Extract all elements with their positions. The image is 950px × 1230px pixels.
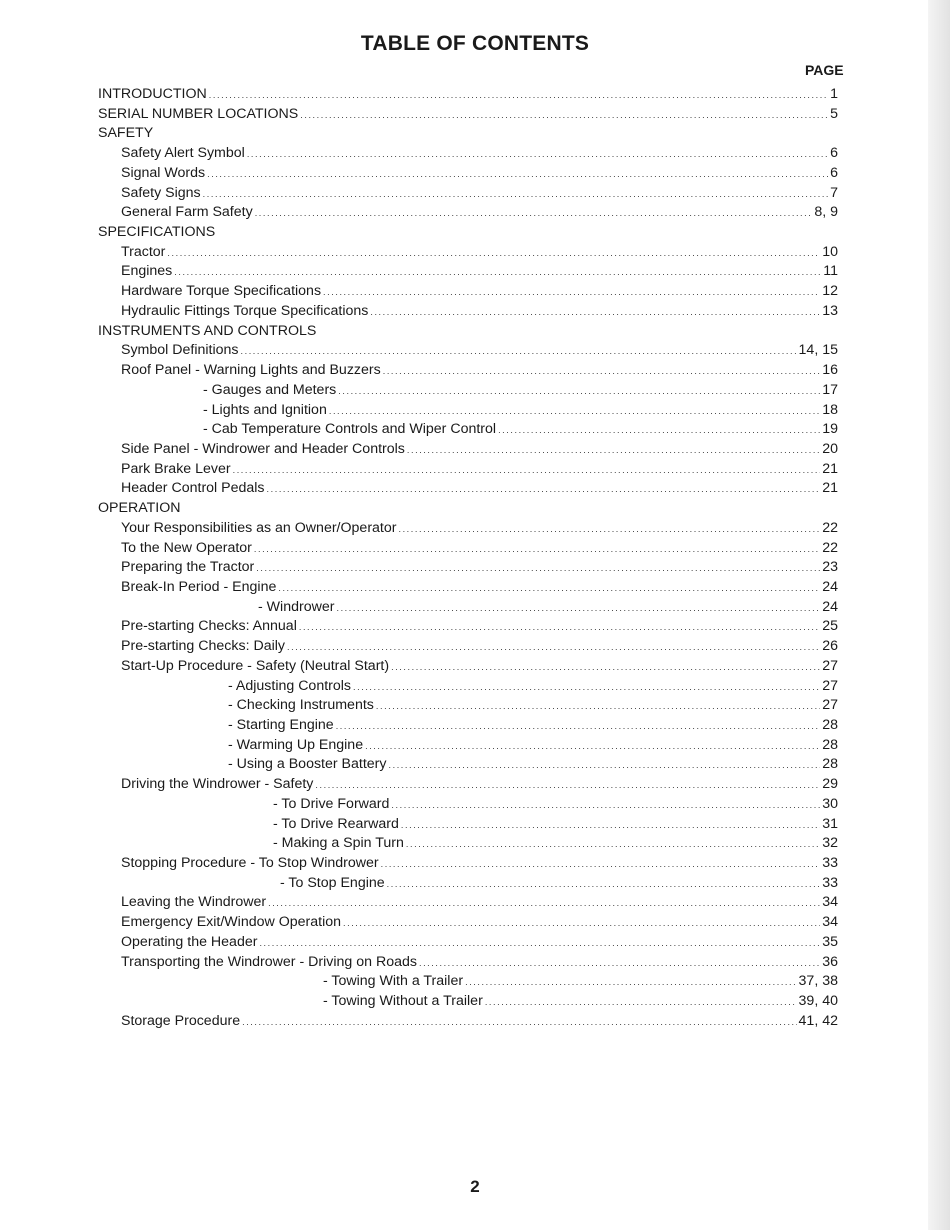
toc-entry-label: Break-In Period - Engine bbox=[121, 578, 277, 595]
toc-entry-label: - Making a Spin Turn bbox=[273, 835, 404, 852]
dot-leader bbox=[401, 816, 820, 836]
dot-leader bbox=[381, 855, 821, 875]
toc-entry-page: 22 bbox=[822, 539, 838, 556]
toc-entry-page: 35 bbox=[822, 933, 838, 950]
page-title: TABLE OF CONTENTS bbox=[360, 32, 590, 55]
toc-entry[interactable] bbox=[98, 953, 838, 973]
toc-entry[interactable] bbox=[98, 795, 838, 815]
toc-entry-label: Safety Alert Symbol bbox=[121, 145, 245, 162]
toc-entry-page: 25 bbox=[822, 618, 838, 635]
dot-leader bbox=[389, 756, 821, 776]
toc-entry-page: 20 bbox=[822, 440, 838, 457]
toc-entry[interactable] bbox=[98, 282, 838, 302]
toc-entry-label: - Cab Temperature Controls and Wiper Control bbox=[203, 421, 497, 438]
toc-entry[interactable] bbox=[98, 913, 838, 933]
toc-entry-page: 33 bbox=[822, 855, 838, 872]
toc-entry-page: 34 bbox=[822, 894, 838, 911]
dot-leader bbox=[419, 954, 820, 974]
toc-entry-page: 30 bbox=[822, 795, 838, 812]
dot-leader bbox=[498, 421, 820, 441]
toc-entry-page: 27 bbox=[822, 697, 838, 714]
toc-entry-label: General Farm Safety bbox=[121, 204, 253, 221]
toc-entry-label: - Towing Without a Trailer bbox=[323, 993, 483, 1010]
toc-entry-page: 11 bbox=[823, 263, 838, 280]
toc-entry-page: 34 bbox=[822, 914, 838, 931]
dot-leader bbox=[256, 559, 820, 579]
toc-entry[interactable] bbox=[98, 539, 838, 559]
dot-leader bbox=[365, 737, 820, 757]
toc-entry-page: 23 bbox=[822, 559, 838, 576]
toc-entry-label: - Towing With a Trailer bbox=[323, 973, 464, 990]
dot-leader bbox=[203, 185, 828, 205]
toc-entry-page: 8, 9 bbox=[814, 204, 838, 221]
toc-entry[interactable] bbox=[98, 677, 838, 697]
dot-leader bbox=[287, 638, 820, 658]
toc-entry-page: 13 bbox=[822, 302, 838, 319]
toc-entry[interactable] bbox=[98, 755, 838, 775]
dot-leader bbox=[407, 441, 820, 461]
toc-entry[interactable] bbox=[98, 815, 838, 835]
toc-entry-label: Park Brake Lever bbox=[121, 460, 231, 477]
dot-leader bbox=[370, 303, 820, 323]
toc-entry-page: 29 bbox=[822, 776, 838, 793]
toc-entry-page: 37, 38 bbox=[798, 973, 838, 990]
toc-entry-label: - Lights and Ignition bbox=[203, 401, 327, 418]
toc-entry[interactable] bbox=[98, 401, 838, 421]
toc-entry-label: - To Drive Rearward bbox=[273, 815, 399, 832]
toc-entry[interactable] bbox=[98, 460, 838, 480]
toc-entry-label: - To Drive Forward bbox=[273, 795, 390, 812]
dot-leader bbox=[278, 579, 820, 599]
dot-leader bbox=[174, 263, 821, 283]
toc-entry-page: 41, 42 bbox=[798, 1012, 838, 1029]
dot-leader bbox=[254, 540, 820, 560]
toc-entry-label: - Gauges and Meters bbox=[203, 381, 337, 398]
toc-entry[interactable] bbox=[98, 519, 838, 539]
toc-entry-page: 21 bbox=[822, 460, 838, 477]
toc-entry[interactable] bbox=[98, 558, 838, 578]
toc-entry-page: 33 bbox=[822, 874, 838, 891]
toc-entry[interactable] bbox=[98, 696, 838, 716]
dot-leader bbox=[207, 165, 828, 185]
dot-leader bbox=[406, 835, 820, 855]
toc-entry-page: 5 bbox=[830, 105, 838, 122]
toc-entry-page: 18 bbox=[822, 401, 838, 418]
toc-entry-page: 28 bbox=[822, 736, 838, 753]
toc-entry-page: 6 bbox=[830, 164, 838, 181]
toc-entry-label: Roof Panel - Warning Lights and Buzzers bbox=[121, 362, 381, 379]
dot-leader bbox=[259, 934, 820, 954]
toc-entry-page: 14, 15 bbox=[798, 342, 838, 359]
toc-entry[interactable] bbox=[98, 420, 838, 440]
page-number: 2 bbox=[470, 1177, 480, 1196]
toc-entry[interactable] bbox=[98, 262, 838, 282]
toc-entry[interactable] bbox=[98, 637, 838, 657]
toc-entry[interactable] bbox=[98, 657, 838, 677]
toc-entry-page: 19 bbox=[822, 421, 838, 438]
dot-leader bbox=[485, 993, 797, 1013]
dot-leader bbox=[383, 362, 821, 382]
toc-section-label: SPECIFICATIONS bbox=[98, 224, 216, 241]
dot-leader bbox=[299, 618, 820, 638]
toc-section-label: OPERATION bbox=[98, 500, 181, 517]
toc-entry-page: 6 bbox=[830, 145, 838, 162]
toc-section-label: SAFETY bbox=[98, 125, 154, 142]
toc-entry[interactable] bbox=[98, 203, 838, 223]
toc-entry-page: 21 bbox=[822, 480, 838, 497]
dot-leader bbox=[300, 106, 828, 126]
toc-entry-label: Driving the Windrower - Safety bbox=[121, 776, 314, 793]
toc-entry-label: To the New Operator bbox=[121, 539, 252, 556]
toc-entry-label: Hydraulic Fittings Torque Specifications bbox=[121, 302, 369, 319]
dot-leader bbox=[329, 402, 820, 422]
toc-entry-page: 10 bbox=[822, 243, 838, 260]
toc-entry-label: Side Panel - Windrower and Header Controls bbox=[121, 440, 405, 457]
toc-entry-label: Stopping Procedure - To Stop Windrower bbox=[121, 855, 379, 872]
toc-entry-page: 28 bbox=[822, 756, 838, 773]
toc-entry[interactable] bbox=[98, 716, 838, 736]
dot-leader bbox=[323, 283, 820, 303]
toc-entry-label: Safety Signs bbox=[121, 184, 201, 201]
toc-entry-label: - Adjusting Controls bbox=[228, 677, 352, 694]
toc-entry[interactable] bbox=[98, 381, 838, 401]
toc-entry[interactable] bbox=[98, 933, 838, 953]
dot-leader bbox=[338, 382, 820, 402]
toc-entry-page: 1 bbox=[830, 86, 838, 102]
toc-entry-label: Preparing the Tractor bbox=[121, 559, 255, 576]
toc-entry[interactable] bbox=[98, 874, 838, 894]
toc-entry-label: Signal Words bbox=[121, 164, 206, 181]
toc-entry-label: Transporting the Windrower - Driving on Roads bbox=[121, 953, 417, 970]
dot-leader bbox=[398, 520, 820, 540]
toc-entry-label: Operating the Header bbox=[121, 933, 258, 950]
toc-entry-label: Hardware Torque Specifications bbox=[121, 283, 322, 300]
toc-entry-page: 27 bbox=[822, 677, 838, 694]
toc-entry[interactable] bbox=[98, 972, 838, 992]
toc-entry-label: - Windrower bbox=[258, 598, 335, 615]
toc-entry[interactable] bbox=[98, 341, 838, 361]
toc-section-label: INSTRUMENTS AND CONTROLS bbox=[98, 322, 317, 339]
toc-entry[interactable] bbox=[98, 85, 838, 105]
dot-leader bbox=[353, 678, 820, 698]
toc-entry[interactable] bbox=[98, 1012, 838, 1032]
toc-entry-label: - Using a Booster Battery bbox=[228, 756, 387, 773]
toc-entry[interactable] bbox=[98, 144, 838, 164]
dot-leader bbox=[247, 145, 828, 165]
toc-entry-page: 26 bbox=[822, 638, 838, 655]
toc-entry[interactable] bbox=[98, 834, 838, 854]
toc-section-heading bbox=[98, 499, 838, 519]
page-column-header: PAGE bbox=[805, 62, 844, 78]
toc-entry[interactable] bbox=[98, 992, 838, 1012]
toc-entry-label: - Starting Engine bbox=[228, 717, 334, 733]
dot-leader bbox=[233, 461, 821, 481]
toc-entry[interactable] bbox=[98, 105, 838, 125]
toc-section-heading bbox=[98, 124, 838, 144]
toc-entry[interactable] bbox=[98, 854, 838, 874]
dot-leader bbox=[343, 914, 820, 934]
toc-entry-label: Pre-starting Checks: Daily bbox=[121, 638, 285, 655]
toc-entry[interactable] bbox=[98, 479, 838, 499]
toc-entry-label: Tractor bbox=[121, 243, 166, 260]
toc-entry[interactable] bbox=[98, 775, 838, 795]
dot-leader bbox=[465, 973, 796, 993]
toc-entry-label: Storage Procedure bbox=[121, 1012, 241, 1029]
dot-leader bbox=[336, 599, 820, 619]
toc-entry-page: 32 bbox=[822, 835, 838, 852]
toc-entry-label: Engines bbox=[121, 263, 173, 280]
toc-entry-label: Symbol Definitions bbox=[121, 342, 239, 359]
toc-entry[interactable] bbox=[98, 598, 838, 618]
toc-entry-label: Emergency Exit/Window Operation bbox=[121, 914, 341, 931]
toc-entry-page: 36 bbox=[822, 953, 838, 970]
toc-entry-label: Header Control Pedals bbox=[121, 480, 265, 497]
toc-entry[interactable] bbox=[98, 736, 838, 756]
toc-entry-page: 16 bbox=[822, 362, 838, 379]
dot-leader bbox=[376, 697, 820, 717]
dot-leader bbox=[336, 717, 821, 737]
dot-leader bbox=[241, 342, 797, 362]
toc-section-heading bbox=[98, 322, 838, 342]
toc-entry-label: Start-Up Procedure - Safety (Neutral Start) bbox=[121, 657, 390, 674]
toc-entry-label: - To Stop Engine bbox=[280, 874, 385, 891]
dot-leader bbox=[391, 796, 820, 816]
toc-entry-label: INTRODUCTION bbox=[98, 86, 207, 102]
dot-leader bbox=[315, 776, 820, 796]
toc-entry-page: 7 bbox=[830, 184, 838, 201]
toc-entry[interactable] bbox=[98, 440, 838, 460]
dot-leader bbox=[255, 204, 813, 224]
toc-entry-page: 22 bbox=[822, 519, 838, 536]
toc-entry-page: 39, 40 bbox=[798, 993, 838, 1010]
dot-leader bbox=[209, 86, 828, 106]
toc-entry[interactable] bbox=[98, 184, 838, 204]
toc-entry[interactable] bbox=[98, 361, 838, 381]
dot-leader bbox=[391, 658, 820, 678]
toc-entry[interactable] bbox=[98, 243, 838, 263]
page-edge-shadow bbox=[928, 0, 950, 1230]
toc-entry[interactable] bbox=[98, 617, 838, 637]
dot-leader bbox=[268, 894, 820, 914]
toc-entry-page: 27 bbox=[822, 657, 838, 674]
toc-entry-label: SERIAL NUMBER LOCATIONS bbox=[98, 105, 299, 122]
toc-entry-page: 12 bbox=[822, 283, 838, 300]
toc-entry[interactable] bbox=[98, 302, 838, 322]
toc-entry-page: 17 bbox=[822, 381, 838, 398]
toc-entry-label: - Warming Up Engine bbox=[228, 736, 364, 753]
toc-entry-label: Pre-starting Checks: Annual bbox=[121, 618, 297, 635]
toc-entry-page: 24 bbox=[822, 578, 838, 595]
toc-entry-label: Your Responsibilities as an Owner/Operator bbox=[121, 519, 397, 536]
toc-entry-page: 24 bbox=[822, 598, 838, 615]
dot-leader bbox=[242, 1013, 796, 1033]
toc-entry-page: 31 bbox=[822, 815, 838, 832]
toc-entry[interactable] bbox=[98, 893, 838, 913]
toc-entry-label: - Checking Instruments bbox=[228, 697, 374, 714]
dot-leader bbox=[267, 480, 821, 500]
toc-entry[interactable] bbox=[98, 578, 838, 598]
toc-entry[interactable] bbox=[98, 164, 838, 184]
toc-section-heading bbox=[98, 223, 838, 243]
toc-entry-page: 28 bbox=[822, 717, 838, 733]
dot-leader bbox=[387, 875, 821, 895]
toc-list bbox=[98, 85, 838, 1032]
toc-entry-label: Leaving the Windrower bbox=[121, 894, 267, 911]
dot-leader bbox=[167, 244, 820, 264]
